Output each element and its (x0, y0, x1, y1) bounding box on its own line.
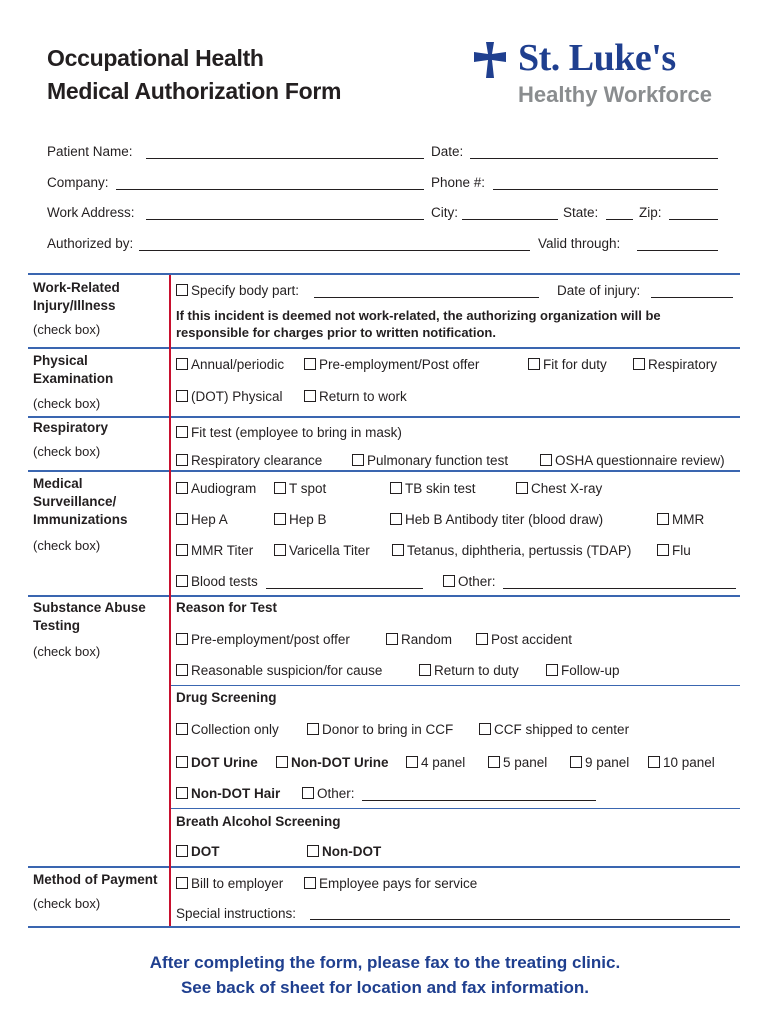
company-label: Company: (47, 175, 109, 190)
checkbox[interactable] (176, 664, 188, 676)
checkbox[interactable] (476, 633, 488, 645)
checkbox[interactable] (633, 358, 645, 370)
checkbox-option[interactable] (176, 543, 253, 559)
checkbox-option[interactable] (176, 481, 256, 497)
drug-screening-heading: Drug Screening (176, 690, 277, 705)
special-instructions-field[interactable] (310, 919, 730, 920)
checkbox-option[interactable] (176, 453, 322, 469)
date-label: Date: (431, 144, 464, 159)
breath-alcohol-heading: Breath Alcohol Screening (176, 814, 341, 829)
option-label: CCF shipped to center (494, 722, 630, 737)
option-label: Varicella Titer (289, 543, 370, 558)
checkbox-option[interactable] (176, 755, 258, 771)
table-divider (28, 273, 740, 275)
patient-name-label: Patient Name: (47, 144, 133, 159)
medical-check-hint: (check box) (33, 538, 101, 553)
checkbox[interactable] (390, 513, 402, 525)
option-label: Employee pays for service (319, 876, 478, 891)
checkbox-option[interactable] (176, 425, 402, 441)
option-label: Flu (672, 543, 691, 558)
footer-line2: See back of sheet for location and fax information. (180, 978, 590, 997)
checkbox-option[interactable] (307, 844, 381, 860)
method-of-payment-label: Method of Payment (33, 872, 158, 887)
checkbox[interactable] (479, 723, 491, 735)
authorized-by-field[interactable] (139, 250, 530, 251)
subsection-divider (171, 685, 740, 686)
option-label: Post accident (491, 632, 573, 647)
checkbox-option[interactable] (274, 481, 326, 497)
option-label: 5 panel (503, 755, 548, 770)
checkbox-option[interactable] (304, 357, 479, 373)
option-label: Pre-employment/post offer (191, 632, 350, 647)
option-label: Heb B Antibody titer (blood draw) (405, 512, 604, 527)
checkbox[interactable] (176, 756, 188, 768)
checkbox-option[interactable] (392, 543, 631, 559)
payment-check-hint: (check box) (33, 896, 101, 911)
checkbox[interactable] (657, 513, 669, 525)
date-of-injury-label: Date of injury: (557, 283, 641, 298)
company-field[interactable] (116, 189, 424, 190)
date-field[interactable] (470, 158, 718, 159)
option-label: Fit for duty (543, 357, 607, 372)
option-label: 4 panel (421, 755, 466, 770)
state-field[interactable] (606, 219, 633, 220)
checkbox-option[interactable] (648, 755, 715, 771)
checkbox-option[interactable] (419, 663, 519, 679)
checkbox[interactable] (390, 482, 402, 494)
patient-name-field[interactable] (146, 158, 424, 159)
checkbox[interactable] (307, 845, 319, 857)
form-title-line1: Occupational Health (47, 45, 264, 71)
checkbox[interactable] (276, 756, 288, 768)
option-label: Pre-employment/Post offer (319, 357, 480, 372)
checkbox-option[interactable] (352, 453, 508, 469)
checkbox[interactable] (274, 544, 286, 556)
checkbox[interactable] (302, 787, 314, 799)
option-label: Tetanus, diphtheria, pertussis (TDAP) (407, 543, 632, 558)
checkbox[interactable] (352, 454, 364, 466)
option-label: Non-DOT Hair (191, 786, 281, 801)
option-label: Respiratory clearance (191, 453, 323, 468)
checkbox-option[interactable] (304, 389, 407, 405)
checkbox-option[interactable] (390, 512, 603, 528)
cross-logo-icon (470, 40, 510, 80)
checkbox[interactable] (176, 482, 188, 494)
date-of-injury-field[interactable] (651, 297, 733, 298)
checkbox-option[interactable] (176, 632, 350, 648)
checkbox-option[interactable] (406, 755, 465, 771)
table-vertical-rule (169, 275, 171, 926)
checkbox-option[interactable] (176, 722, 279, 738)
drug-other-field[interactable] (362, 800, 596, 801)
option-label: Respiratory (648, 357, 718, 372)
checkbox-option[interactable] (476, 632, 572, 648)
authorized-by-label: Authorized by: (47, 236, 134, 251)
checkbox-option[interactable] (390, 481, 476, 497)
option-label: 10 panel (663, 755, 715, 770)
phone-field[interactable] (493, 189, 718, 190)
checkbox-option[interactable] (176, 512, 228, 528)
checkbox[interactable] (392, 544, 404, 556)
option-label: Other: (458, 574, 496, 589)
checkbox[interactable] (516, 482, 528, 494)
checkbox[interactable] (443, 575, 455, 587)
substance-check-hint: (check box) (33, 644, 101, 659)
checkbox[interactable] (176, 454, 188, 466)
checkbox[interactable] (540, 454, 552, 466)
checkbox-option[interactable] (488, 755, 547, 771)
option-label: Reasonable suspicion/for cause (191, 663, 383, 678)
medical-surveillance-label: Medical Surveillance/ Immunizations (33, 476, 128, 527)
checkbox-option[interactable] (302, 786, 355, 802)
checkbox-option[interactable] (176, 876, 283, 892)
checkbox[interactable] (176, 787, 188, 799)
checkbox-option[interactable] (516, 481, 602, 497)
work-related-check-hint: (check box) (33, 322, 101, 337)
logo-name: St. Luke's (518, 37, 676, 79)
special-instructions-label: Special instructions: (176, 906, 297, 921)
checkbox[interactable] (274, 482, 286, 494)
table-divider (28, 866, 740, 868)
option-label: 9 panel (585, 755, 630, 770)
option-label: Blood tests (191, 574, 258, 589)
option-label: Chest X-ray (531, 481, 603, 496)
table-divider (28, 926, 740, 928)
work-address-label: Work Address: (47, 205, 135, 220)
checkbox[interactable] (176, 845, 188, 857)
medical-other-field[interactable] (503, 588, 736, 589)
option-label: MMR Titer (191, 543, 254, 558)
checkbox-option[interactable] (176, 786, 280, 802)
checkbox[interactable] (570, 756, 582, 768)
checkbox-option[interactable] (528, 357, 607, 373)
option-label: MMR (672, 512, 705, 527)
option-label: DOT Urine (191, 755, 258, 770)
option-label: Non-DOT (322, 844, 382, 859)
zip-label: Zip: (639, 205, 662, 220)
checkbox[interactable] (307, 723, 319, 735)
checkbox[interactable] (546, 664, 558, 676)
physical-check-hint: (check box) (33, 396, 101, 411)
table-divider (28, 347, 740, 349)
checkbox-option[interactable] (386, 632, 452, 648)
option-label: Random (401, 632, 453, 647)
respiratory-label: Respiratory (33, 420, 109, 435)
respiratory-check-hint: (check box) (33, 444, 101, 459)
option-label: Pulmonary function test (367, 453, 509, 468)
work-related-note: If this incident is deemed not work-related, the authorizing organization will be responsible for charges prior to written notification. (176, 308, 661, 340)
logo-subtitle: Healthy Workforce (518, 82, 712, 107)
checkbox[interactable] (406, 756, 418, 768)
checkbox[interactable] (176, 284, 188, 296)
city-field[interactable] (462, 219, 558, 220)
table-divider (28, 416, 740, 418)
valid-through-field[interactable] (637, 250, 718, 251)
checkbox[interactable] (176, 723, 188, 735)
option-label: Audiogram (191, 481, 257, 496)
checkbox[interactable] (176, 575, 188, 587)
option-label: Other: (317, 786, 355, 801)
option-label: Fit test (employee to bring in mask) (191, 425, 402, 440)
substance-abuse-label: Substance Abuse Testing (33, 600, 146, 633)
checkbox[interactable] (176, 513, 188, 525)
checkbox[interactable] (176, 358, 188, 370)
checkbox-option[interactable] (176, 663, 382, 679)
option-label: T spot (289, 481, 327, 496)
option-label: Collection only (191, 722, 279, 737)
work-related-label: Work-Related Injury/Illness (33, 280, 120, 313)
checkbox-option[interactable] (304, 876, 477, 892)
footer-line1: After completing the form, please fax to the treating clinic. (149, 953, 621, 972)
option-label: Hep B (289, 512, 327, 527)
option-label: OSHA questionnaire review) (555, 453, 725, 468)
checkbox[interactable] (528, 358, 540, 370)
checkbox[interactable] (386, 633, 398, 645)
body-part-label: Specify body part: (191, 283, 300, 298)
checkbox-option[interactable] (657, 543, 691, 559)
checkbox[interactable] (419, 664, 431, 676)
checkbox[interactable] (176, 544, 188, 556)
checkbox-option[interactable] (176, 574, 258, 590)
reason-heading: Reason for Test (176, 600, 278, 615)
checkbox-option[interactable] (176, 389, 283, 405)
checkbox[interactable] (304, 358, 316, 370)
checkbox-option[interactable] (546, 663, 620, 679)
checkbox[interactable] (176, 633, 188, 645)
checkbox[interactable] (648, 756, 660, 768)
checkbox-option[interactable] (274, 512, 327, 528)
form-title-line2: Medical Authorization Form (47, 78, 342, 104)
body-part-option[interactable] (176, 283, 299, 299)
checkbox[interactable] (488, 756, 500, 768)
valid-through-label: Valid through: (538, 236, 621, 251)
subsection-divider (171, 808, 740, 809)
body-part-field[interactable] (314, 297, 539, 298)
checkbox[interactable] (176, 390, 188, 402)
city-label: City: (431, 205, 458, 220)
physical-label: Physical Examination (33, 353, 114, 386)
checkbox-option[interactable] (276, 755, 389, 771)
checkbox[interactable] (657, 544, 669, 556)
option-label: TB skin test (405, 481, 476, 496)
table-divider (28, 470, 740, 472)
checkbox[interactable] (274, 513, 286, 525)
checkbox-option[interactable] (633, 357, 717, 373)
work-address-field[interactable] (146, 219, 424, 220)
option-label: Return to duty (434, 663, 519, 678)
table-divider (28, 595, 740, 597)
state-label: State: (563, 205, 599, 220)
option-label: Bill to employer (191, 876, 284, 891)
phone-label: Phone #: (431, 175, 486, 190)
checkbox-option[interactable] (274, 543, 370, 559)
checkbox[interactable] (304, 877, 316, 889)
option-label: Follow-up (561, 663, 620, 678)
checkbox-option[interactable] (443, 574, 496, 590)
checkbox-option[interactable] (570, 755, 629, 771)
checkbox-option[interactable] (540, 453, 725, 469)
option-label: Hep A (191, 512, 228, 527)
option-label: Non-DOT Urine (291, 755, 389, 770)
option-label: DOT (191, 844, 220, 859)
blood-tests-field[interactable] (266, 588, 423, 589)
checkbox-option[interactable] (307, 722, 453, 738)
option-label: Annual/periodic (191, 357, 285, 372)
checkbox[interactable] (176, 877, 188, 889)
option-label: Return to work (319, 389, 407, 404)
option-label: (DOT) Physical (191, 389, 283, 404)
checkbox-option[interactable] (657, 512, 704, 528)
checkbox[interactable] (304, 390, 316, 402)
zip-field[interactable] (669, 219, 718, 220)
checkbox-option[interactable] (479, 722, 629, 738)
option-label: Donor to bring in CCF (322, 722, 454, 737)
checkbox-option[interactable] (176, 844, 220, 860)
checkbox[interactable] (176, 426, 188, 438)
checkbox-option[interactable] (176, 357, 284, 373)
